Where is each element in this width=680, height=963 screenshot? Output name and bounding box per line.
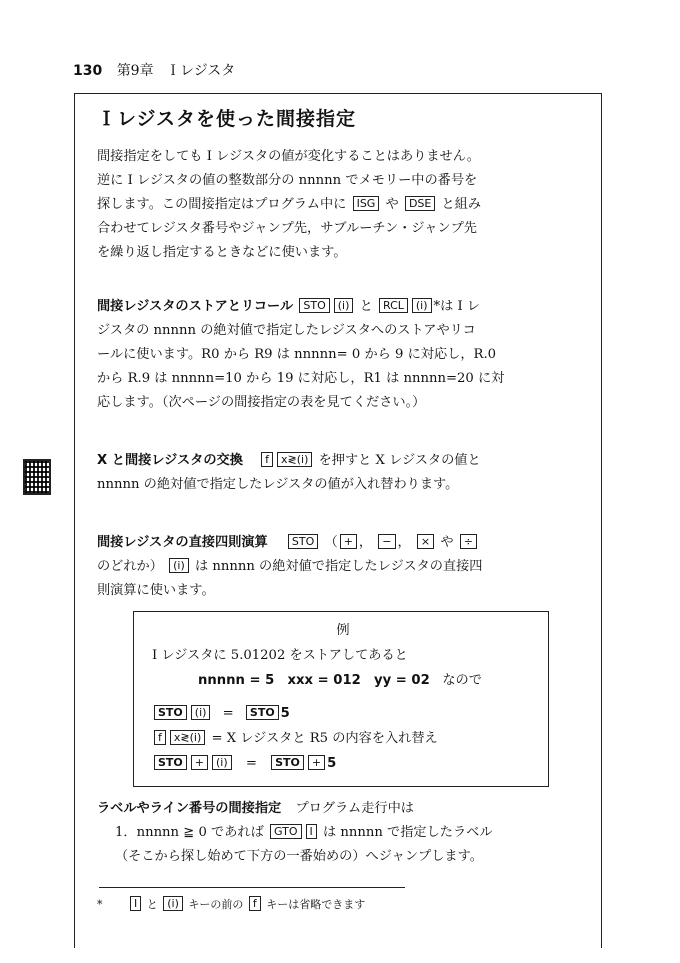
intro-line: 探します。この間接指定はプログラム中に	[97, 197, 347, 212]
example-line: I レジスタに 5.01202 をストアしてあると	[152, 648, 408, 663]
i-key: (i)	[163, 896, 183, 911]
intro-text: や	[385, 197, 399, 212]
footnote-text: キーの前の	[188, 898, 244, 911]
label-text: 1．nnnnn ≧ 0 であれば	[115, 825, 264, 840]
sec2-tail: を押すと X レジスタの値と	[318, 453, 481, 468]
sto-key: STO	[154, 705, 187, 720]
arithmetic-heading: 間接レジスタの直接四則演算	[97, 535, 268, 550]
example-heading: 例	[336, 623, 350, 638]
footnote-divider	[99, 887, 405, 888]
footnote-text: と	[146, 898, 158, 911]
x-exchange-i-key: x≷(i)	[170, 730, 205, 745]
i-key: (i)	[191, 705, 211, 720]
label-line: （そこから探し始めて下方の一番始めの）へジャンプします。	[115, 849, 483, 864]
store-recall-paragraph	[97, 295, 585, 415]
label-paragraph	[97, 797, 585, 869]
example-box	[133, 611, 549, 787]
gto-key: GTO	[270, 824, 302, 839]
or-text: や	[440, 535, 454, 550]
sec1-line: ジスタの nnnnn の絶対値で指定したレジスタへのストアやリコ	[97, 323, 476, 338]
dse-key: DSE	[405, 196, 435, 211]
page-number: 130	[73, 63, 103, 79]
intro-paragraph	[97, 145, 585, 265]
footnote-text: キーは省略できます	[266, 898, 366, 911]
sto-key: STO	[288, 534, 318, 549]
equals: =	[211, 731, 223, 746]
i-key: (i)	[412, 298, 432, 313]
qr-code-icon	[23, 459, 51, 495]
arithmetic-paragraph	[97, 531, 585, 603]
chapter-number: 第9章	[116, 63, 154, 79]
digit-five: 5	[280, 706, 290, 721]
x-exchange-i-key: x≷(i)	[277, 452, 312, 467]
sto-key: STO	[299, 298, 329, 313]
i-key: (i)	[334, 298, 354, 313]
intro-line: を繰り返し指定するときなどに使います。	[97, 245, 347, 260]
swap-text: X レジスタと R5 の内容を入れ替え	[226, 731, 438, 746]
intro-line: 間接指定をしても I レジスタの値が変化することはありません。	[97, 149, 480, 164]
sec1-line: から R.9 は nnnnn=10 から 19 に対応し，R1 は nnnnn=20 に対	[97, 371, 505, 386]
sec2-line: nnnnn の絶対値で指定したレジスタの値が入れ替わります。	[97, 477, 459, 492]
f-key: f	[249, 896, 261, 911]
footnote	[97, 896, 365, 912]
sec3-text: のどれか）	[97, 559, 163, 574]
sto-key: STO	[271, 755, 304, 770]
plus-key: +	[191, 755, 208, 770]
intro-line: 逆に I レジスタの値の整数部分の nnnnn でメモリー中の番号を	[97, 173, 478, 188]
label-heading-tail: プログラム走行中は	[295, 801, 414, 816]
sec3-text: は nnnnn の絶対値で指定したレジスタの直接四	[194, 559, 483, 574]
times-key: ×	[417, 534, 434, 549]
digit-five: 5	[327, 756, 337, 771]
i-key: (i)	[169, 558, 189, 573]
label-text: は nnnnn で指定したラベル	[322, 825, 493, 840]
sto-key: STO	[154, 755, 187, 770]
example-values-text: nnnnn = 5 xxx = 012 yy = 02	[198, 673, 430, 688]
comma: ，	[397, 535, 411, 550]
f-key: f	[154, 730, 166, 745]
i-key: (i)	[212, 755, 232, 770]
example-values-tail: なので	[442, 673, 482, 688]
open-paren: （	[324, 535, 338, 550]
sec1-tail: *は I レ	[433, 299, 481, 314]
divide-key: ÷	[460, 534, 477, 549]
plus-key: +	[308, 755, 325, 770]
sec1-line: 応します。（次ページの間接指定の表を見てください。）	[97, 395, 426, 410]
sto-key: STO	[246, 705, 279, 720]
page-header	[73, 60, 235, 80]
store-recall-heading: 間接レジスタのストアとリコール	[97, 299, 294, 314]
content-frame	[74, 93, 602, 948]
chapter-title: Ｉレジスタ	[166, 63, 236, 79]
equals: =	[245, 756, 257, 771]
isg-key: ISG	[353, 196, 380, 211]
sec3-line: 則演算に使います。	[97, 583, 215, 598]
equals: =	[222, 706, 234, 721]
footnote-star: *	[97, 898, 103, 911]
plus-key: +	[340, 534, 357, 549]
example-values	[152, 668, 534, 693]
and-text: と	[359, 299, 373, 314]
rcl-key: RCL	[379, 298, 408, 313]
example-step-1	[152, 701, 534, 726]
label-heading: ラベルやライン番号の間接指定	[97, 801, 282, 816]
exchange-heading: X と間接レジスタの交換	[97, 453, 243, 468]
I-key: I	[130, 896, 141, 911]
section-title: Ｉレジスタを使った間接指定	[97, 108, 356, 130]
intro-line: 合わせてレジスタ番号やジャンプ先，サブルーチン・ジャンプ先	[97, 221, 477, 236]
intro-text: と組み	[441, 197, 482, 212]
exchange-paragraph	[97, 449, 585, 497]
example-step-2	[152, 726, 534, 751]
I-key: I	[306, 824, 317, 839]
sec1-line: ールに使います。R0 から R9 は nnnnn= 0 から 9 に対応し，R.0	[97, 347, 497, 362]
comma: ，	[358, 535, 373, 550]
example-step-3	[152, 751, 534, 776]
f-key: f	[261, 452, 273, 467]
minus-key: −	[378, 534, 395, 549]
